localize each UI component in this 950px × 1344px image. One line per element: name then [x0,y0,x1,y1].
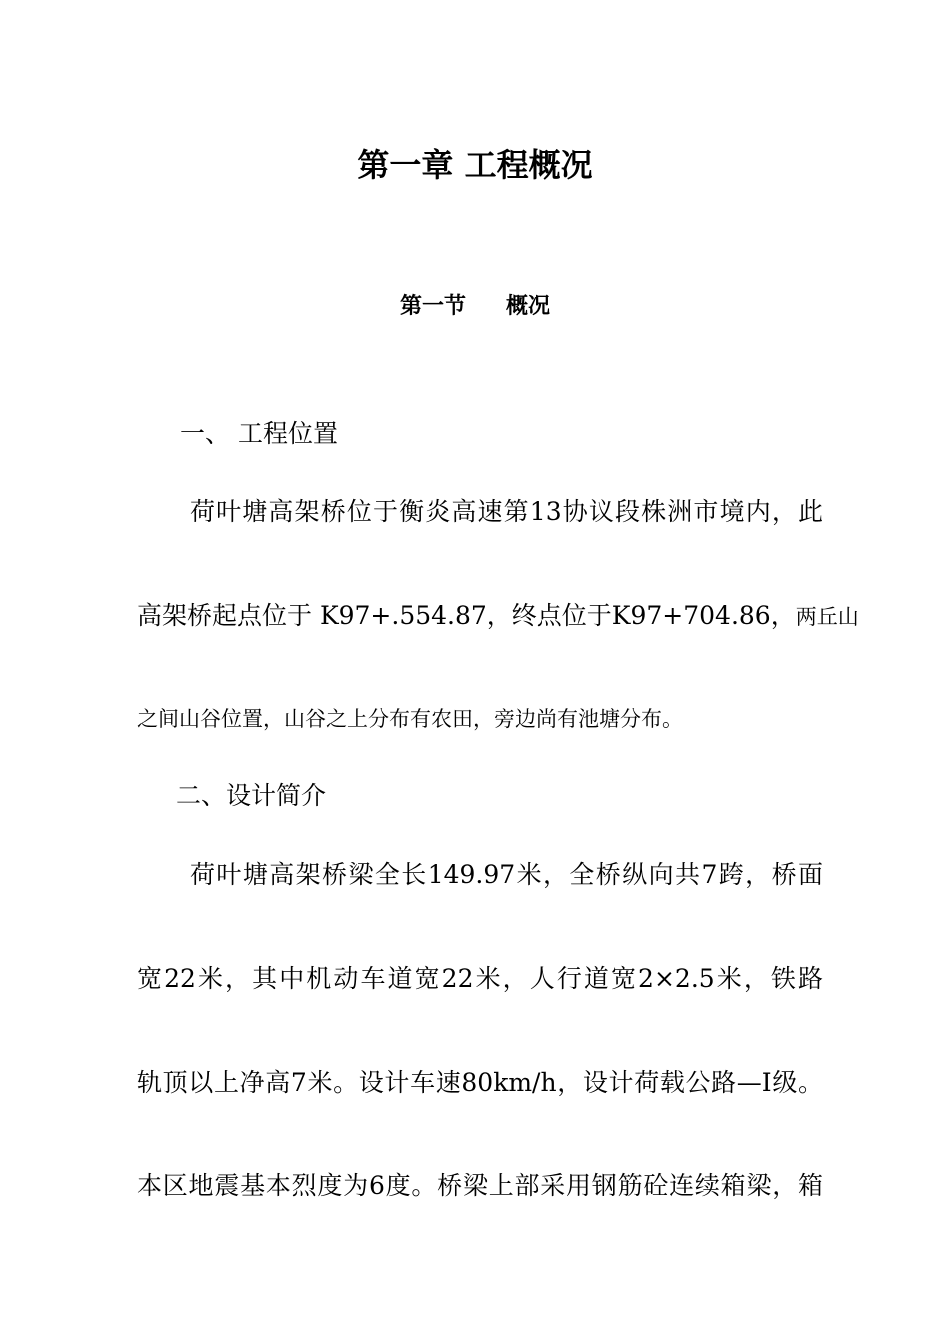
paragraph-line-main: 高架桥起点位于 K97+.554.87，终点位于K97+704.86， [137,601,796,630]
section-title [0,289,950,320]
paragraph-line: 荷叶塘高架桥位于衡炎高速第13协议段株洲市境内，此 [190,497,823,526]
paragraph-line: 宽22米，其中机动车道宽22米，人行道宽2×2.5米，铁路 [137,964,823,993]
paragraph-line [137,596,859,632]
section-name: 概况 [506,294,551,319]
paragraph-line-tail: 两丘山 [795,605,859,629]
paragraph-line: 本区地震基本烈度为6度。桥梁上部采用钢筋砼连续箱梁，箱 [137,1171,823,1200]
heading-project-location: 一、 工程位置 [180,419,338,448]
paragraph-line: 轨顶以上净高7米。设计车速80km/h，设计荷载公路—I级。 [137,1068,823,1097]
chapter-title: 第一章 工程概况 [357,146,593,184]
paragraph-line: 之间山谷位置，山谷之上分布有农田，旁边尚有池塘分布。 [137,707,683,731]
section-number: 第一节 [399,294,466,319]
heading-design-summary: 二、设计简介 [176,781,327,810]
paragraph-line: 荷叶塘高架桥梁全长149.97米，全桥纵向共7跨，桥面 [190,860,823,889]
